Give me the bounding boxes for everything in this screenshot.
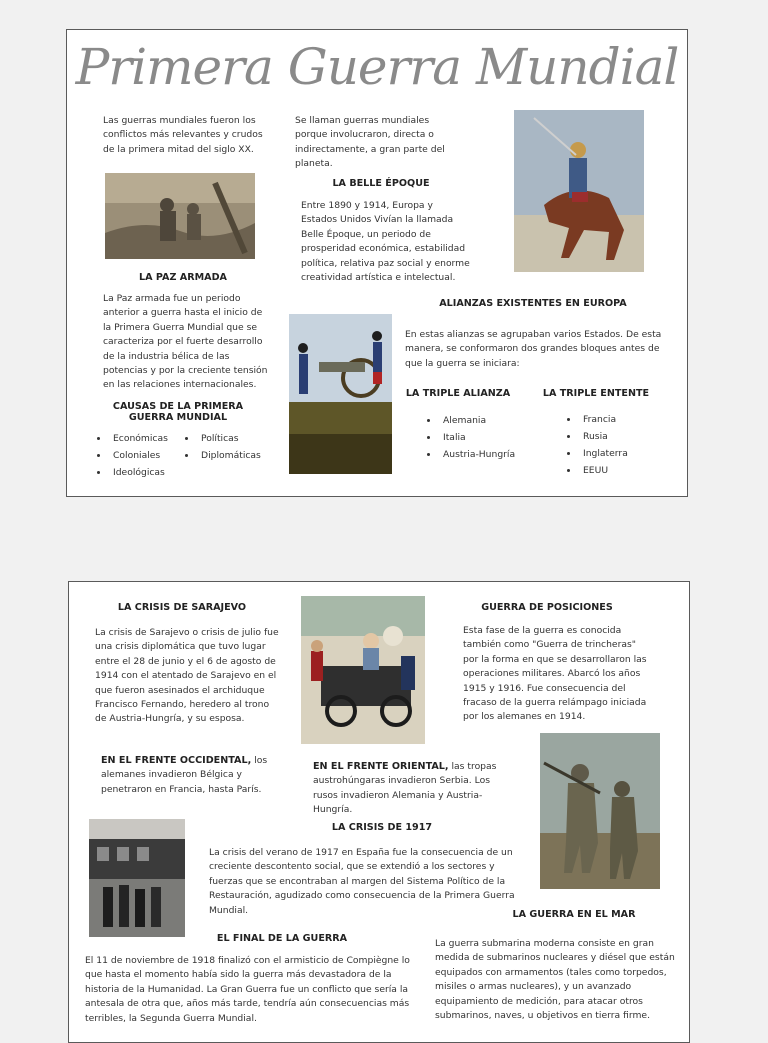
- list-item: • EEUU: [579, 462, 679, 479]
- list-item: • Ideológicas: [109, 464, 205, 481]
- list-item: • Inglaterra: [579, 445, 679, 462]
- artillery-painting-image: [289, 314, 392, 474]
- trench-soldiers-image: [105, 173, 255, 259]
- crisis-1917-text: La crisis del verano de 1917 en España fue la consecuencia de un creciente descontento social, que se extendió a los sectores y fuerzas que se encontraban al margen del Sistema Político de la Restauración, agudizado como consecuencia de la Primera Guerra Mundial.: [209, 847, 515, 916]
- posiciones-heading: GUERRA DE POSICIONES: [481, 602, 613, 613]
- soldiers-charge-image: [540, 733, 660, 889]
- final-guerra-heading: EL FINAL DE LA GUERRA: [216, 933, 348, 944]
- triple-alianza-list: [423, 412, 549, 463]
- sarajevo-text: La crisis de Sarajevo o crisis de julio fue una crisis diplomática que tuvo lugar entre el 28 de junio y el 6 de agosto de 1914 con el atentado de Sarajevo en el que fueron asesinados el archiduque Francisco Fernando, heredero al trono de Austria-Hungría, y su esposa.: [95, 627, 279, 725]
- list-item: • Austria-Hungría: [439, 446, 549, 463]
- triple-entente-heading: LA TRIPLE ENTENTE: [542, 388, 650, 399]
- list-item: • Coloniales: [109, 447, 205, 464]
- sarajevo-heading: LA CRISIS DE SARAJEVO: [117, 602, 247, 613]
- cavalry-painting-image: [514, 110, 644, 272]
- guerra-mar-text: La guerra submarina moderna consiste en gran medida de submarinos nucleares y diésel que están equipados con armamentos (tales como torpedos, misiles o armas nucleares), y un avanzado equipamiento de medición, para atacar otros submarinos, naves, u objetivos en tierra firme.: [435, 938, 675, 1022]
- triple-entente-list: [563, 411, 679, 479]
- list-item: • Rusia: [579, 428, 679, 445]
- causas-list-right: [181, 430, 293, 464]
- page-two: [68, 581, 690, 1043]
- list-item: • Italia: [439, 429, 549, 446]
- sarajevo-assassination-image: [301, 596, 425, 744]
- crisis-1917-heading: LA CRISIS DE 1917: [331, 822, 433, 833]
- alianzas-text: En estas alianzas se agrupaban varios Estados. De esta manera, se conformaron dos grandes bloques antes de que la guerra se iniciara:: [405, 329, 662, 369]
- frente-oriental-text: [313, 760, 503, 818]
- paz-armada-text: La Paz armada fue un periodo anterior a guerra hasta el inicio de la Primera Guerra Mundial que se caracteriza por el fuerte desarrollo de la industria bélica de las potencias y por la creciente tensión en las relaciones internacionales.: [103, 293, 268, 391]
- causas-heading: CAUSAS DE LA PRIMERA GUERRA MUNDIAL: [112, 401, 244, 423]
- armistice-photo-image: [89, 819, 185, 937]
- final-guerra-text: El 11 de noviembre de 1918 finalizó con el armisticio de Compiègne lo que hasta el momento había sido la guerra más devastadora de la historia de la Humanidad. La Gran Guerra fue un conflicto que sería la antesala de otra que, años más tarde, tendría aún consecuencias más terribles, la Segunda Guerra Mundial.: [85, 955, 410, 1024]
- intro-left-text: Las guerras mundiales fueron los conflictos más relevantes y crudos de la primera mitad del siglo XX.: [103, 115, 263, 155]
- frente-occidental-text: [101, 754, 281, 797]
- triple-alianza-heading: LA TRIPLE ALIANZA: [405, 388, 511, 399]
- frente-occidental-body: los alemanes invadieron Bélgica y penetraron en Francia, hasta París.: [101, 755, 268, 795]
- list-item: • Políticas: [197, 430, 293, 447]
- paz-armada-heading: LA PAZ ARMADA: [139, 272, 227, 283]
- alianzas-heading: ALIANZAS EXISTENTES EN EUROPA: [439, 298, 627, 309]
- page-title: Primera Guerra Mundial: [75, 38, 679, 96]
- page-one: [66, 29, 688, 497]
- list-item: • Francia: [579, 411, 679, 428]
- guerra-mar-heading: LA GUERRA EN EL MAR: [512, 909, 636, 920]
- list-item: • Económicas: [109, 430, 205, 447]
- intro-right-text: Se llaman guerras mundiales porque involucraron, directa o indirectamente, a gran parte del planeta.: [295, 115, 445, 170]
- belle-epoque-text: Entre 1890 y 1914, Europa y Estados Unidos Vivían la llamada Belle Époque, un periodo de prosperidad económica, estabilidad política, relativa paz social y enorme creatividad artística e intelectual.: [301, 200, 470, 284]
- belle-epoque-heading: LA BELLE ÉPOQUE: [332, 178, 430, 189]
- list-item: • Alemania: [439, 412, 549, 429]
- frente-oriental-heading: EN EL FRENTE ORIENTAL,: [313, 761, 449, 772]
- posiciones-text: Esta fase de la guerra es conocida también como "Guerra de trincheras" por la forma en que se desarrollaron las operaciones militares. Abarcó los años 1915 y 1916. Fue consecuencia del fracaso de la guerra relámpago iniciada por los alemanes en 1914.: [463, 625, 647, 723]
- list-item: • Diplomáticas: [197, 447, 293, 464]
- frente-oriental-body: las tropas austrohúngaras invadieron Serbia. Los rusos invadieron Alemania y Austria-Hungría.: [313, 761, 497, 816]
- frente-occidental-heading: EN EL FRENTE OCCIDENTAL,: [101, 755, 252, 766]
